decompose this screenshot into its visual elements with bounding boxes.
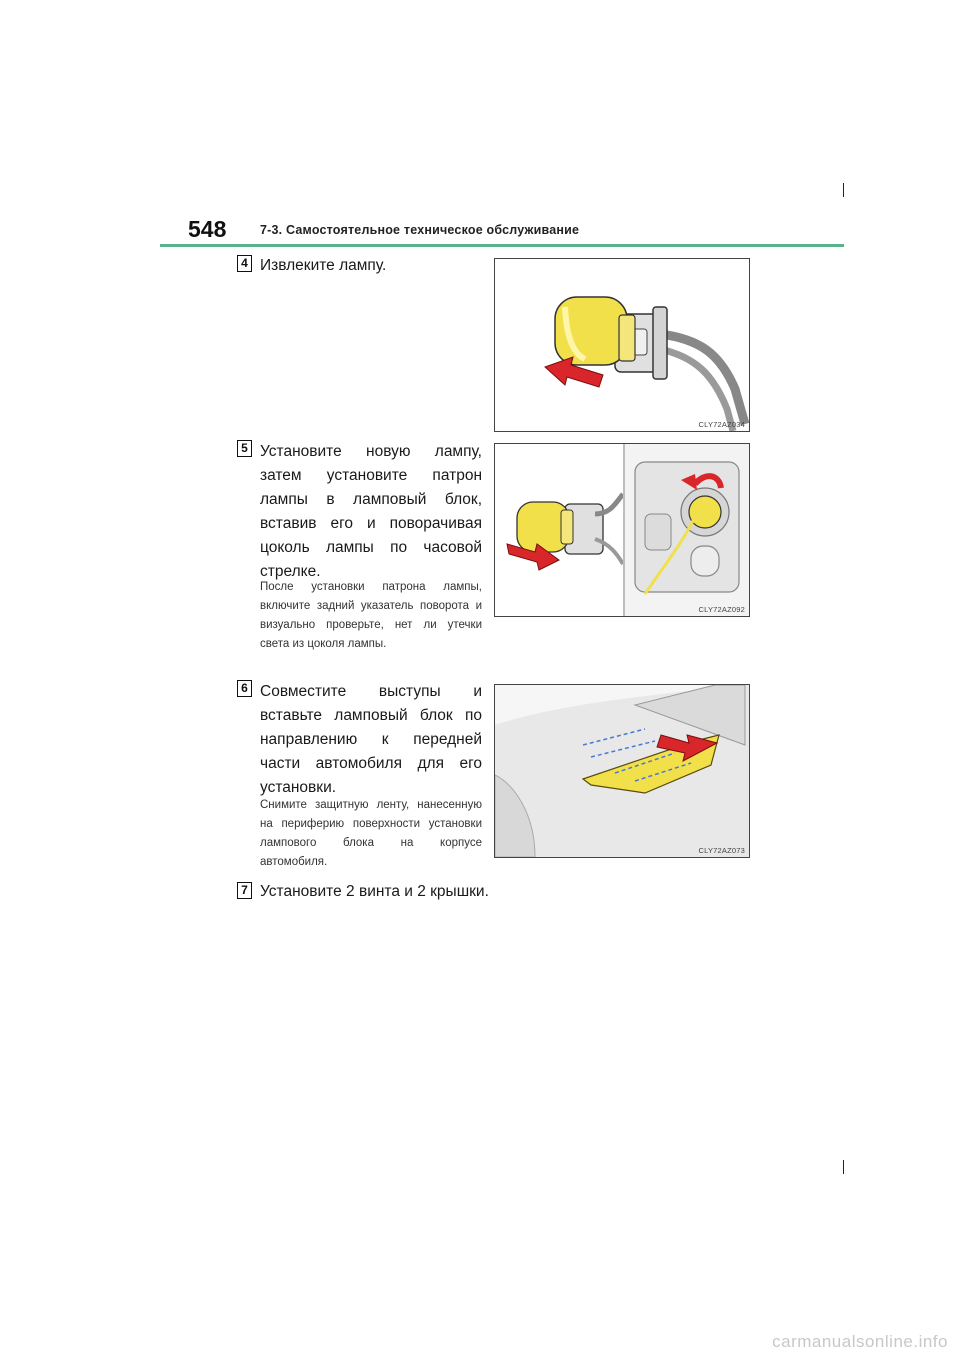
- step-4-text: Извлеките лампу.: [260, 257, 387, 274]
- step-5-note: После установки патрона лампы, включите задний указатель поворота и визуально проверьте, нет ли утечки света из цоколя лампы.: [260, 581, 482, 650]
- step-badge-6: 6: [237, 680, 252, 697]
- remove-bulb-illustration: [495, 259, 749, 431]
- step-badge-7: 7: [237, 882, 252, 899]
- step-6-text: Совместите выступы и вставьте ламповый блок по направлению к передней части автомобиля для его установки.: [260, 683, 482, 796]
- step-badge-4: 4: [237, 255, 252, 272]
- install-lamp-unit-illustration: [495, 685, 749, 857]
- figure-code: CLY72AZ092: [698, 605, 745, 614]
- figure-remove-bulb: [494, 258, 750, 432]
- watermark: carmanualsonline.info: [772, 1332, 948, 1351]
- step-5-text: Установите новую лампу, затем установите патрон лампы в ламповый блок, вставив его и поворачивая цоколь лампы по часовой стрелке.: [260, 443, 482, 580]
- step-6-note: Снимите защитную ленту, нанесенную на периферию поверхности установки лампового блока на корпусе автомобиля.: [260, 799, 482, 868]
- step-badge-5: 5: [237, 440, 252, 457]
- install-bulb-illustration: [495, 444, 749, 616]
- figure-code: CLY72AZ073: [698, 846, 745, 855]
- figure-install-lamp-unit: [494, 684, 750, 858]
- crop-mark-bottom: [843, 1160, 844, 1174]
- header-divider: [160, 244, 844, 247]
- step-7-text: Установите 2 винта и 2 крышки.: [260, 883, 489, 900]
- page-number: 548: [188, 216, 227, 242]
- figure-code: CLY72AZ034: [698, 420, 745, 429]
- section-title: 7-3. Самостоятельное техническое обслуживание: [260, 223, 580, 237]
- crop-mark-top: [843, 183, 844, 197]
- figure-install-bulb: [494, 443, 750, 617]
